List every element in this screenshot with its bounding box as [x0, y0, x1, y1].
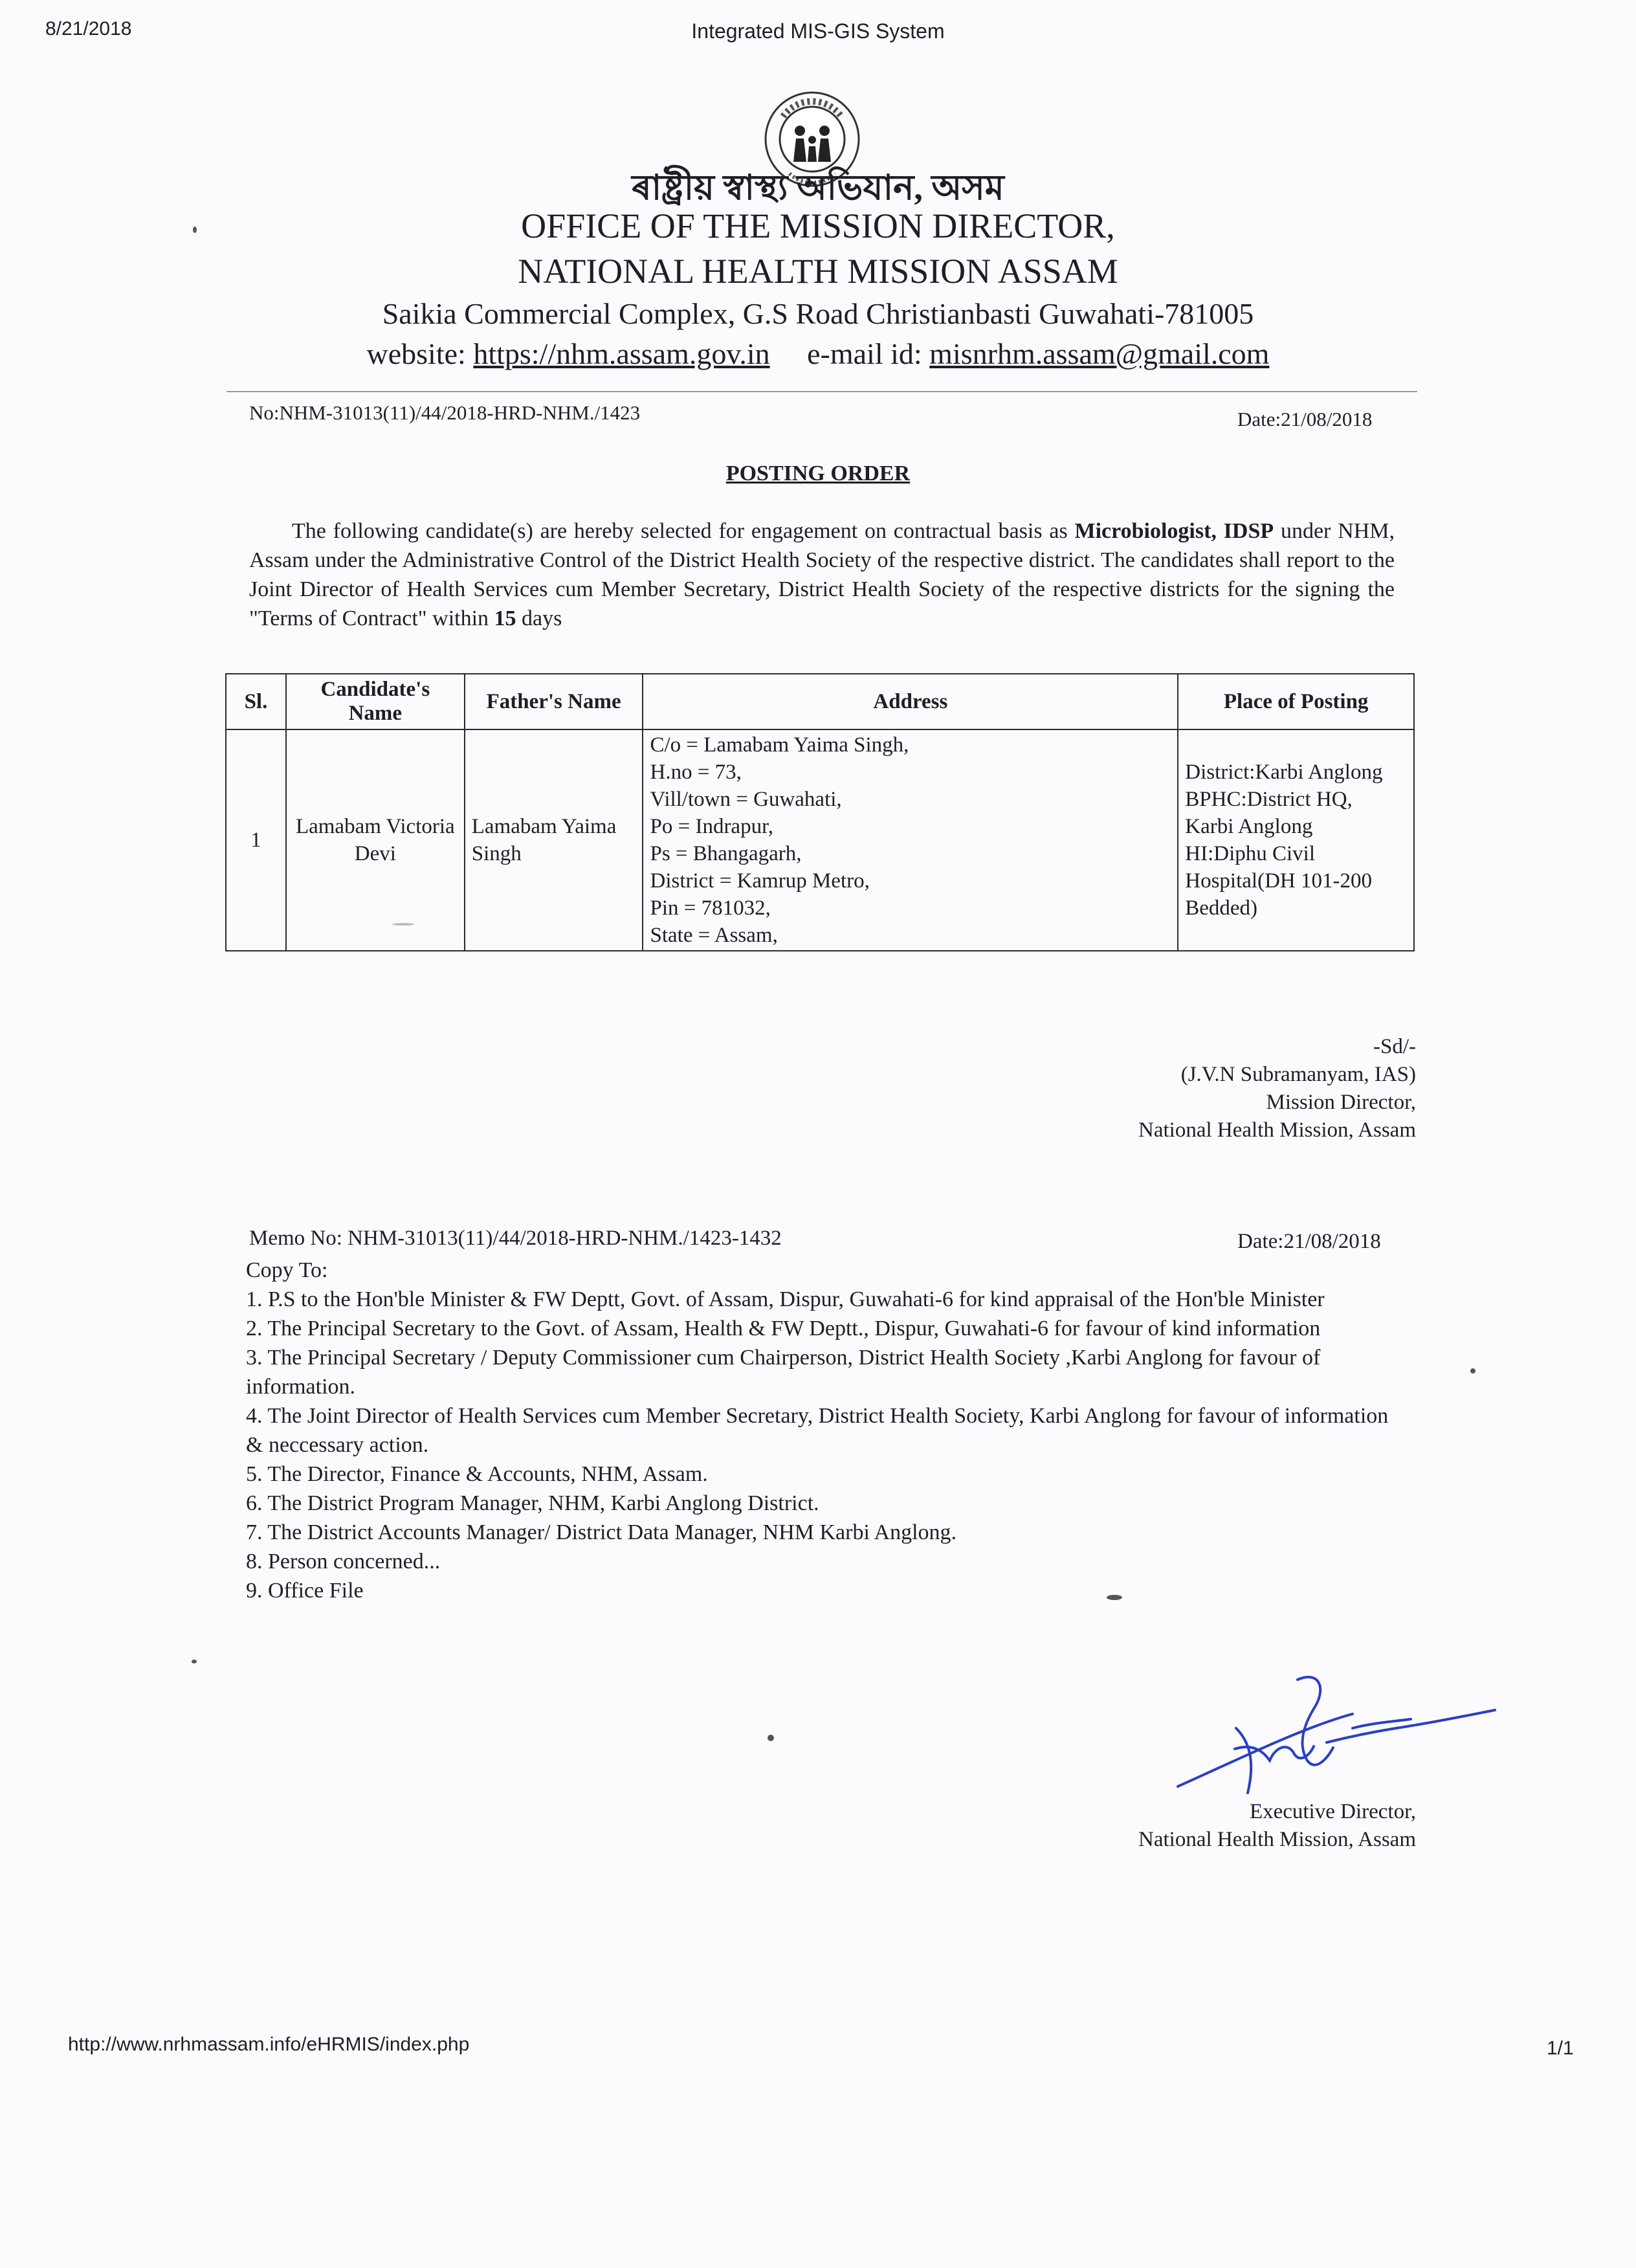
order-ref-no: No:NHM-31013(11)/44/2018-HRD-NHM./1423	[249, 401, 641, 424]
col-header-candidate: Candidate's Name	[286, 674, 465, 729]
list-item: 9. Office File	[246, 1579, 364, 1603]
print-date: 8/21/2018	[45, 18, 132, 39]
signatory-org: National Health Mission, Assam	[1138, 1118, 1416, 1142]
scan-speck	[392, 923, 414, 926]
office-title-line2: NATIONAL HEALTH MISSION ASSAM	[518, 252, 1118, 291]
signatory-designation: Mission Director,	[1266, 1091, 1416, 1114]
scan-speck	[192, 1660, 197, 1663]
list-item: 4. The Joint Director of Health Services cum Member Secretary, District Health Society, Karbi Anglong for favour of information & neccessary action.	[246, 1404, 1389, 1457]
order-title: POSTING ORDER	[725, 461, 911, 485]
mission-director-signature-block	[1138, 1033, 1416, 1144]
list-item: 8. Person concerned...	[246, 1550, 441, 1573]
scan-speck	[193, 227, 197, 233]
website-label: website:	[366, 337, 466, 370]
col-header-father: Father's Name	[465, 674, 643, 729]
copy-to-label: Copy To:	[246, 1258, 328, 1282]
scan-speck	[1107, 1595, 1122, 1600]
list-item: 6. The District Program Manager, NHM, Karbi Anglong District.	[246, 1491, 819, 1515]
memo-no: Memo No: NHM-31013(11)/44/2018-HRD-NHM./1423-1432	[249, 1227, 782, 1250]
office-title-line1: OFFICE OF THE MISSION DIRECTOR,	[521, 206, 1115, 245]
footer-url: http://www.nrhmassam.info/eHRMIS/index.php	[68, 2034, 470, 2055]
contact-line	[0, 337, 1636, 371]
table-row	[226, 729, 1414, 951]
website-link[interactable]: https://nhm.assam.gov.in	[473, 337, 770, 370]
days-count: 15	[494, 606, 516, 630]
list-item: 1. P.S to the Hon'ble Minister & FW Deptt, Govt. of Assam, Dispur, Guwahati-6 for kind appraisal of the Hon'ble Minister	[246, 1287, 1325, 1311]
office-address: Saikia Commercial Complex, G.S Road Christianbasti Guwahati-781005	[382, 297, 1254, 330]
cell-sl: 1	[226, 729, 286, 951]
executive-director-signature-block	[1138, 1798, 1416, 1854]
col-header-sl: Sl.	[226, 674, 286, 729]
signatory-name: (J.V.N Subramanyam, IAS)	[1180, 1063, 1416, 1086]
handwritten-signature	[1158, 1663, 1501, 1812]
table-header-row	[226, 674, 1414, 729]
sd-mark: -Sd/-	[1373, 1035, 1416, 1058]
col-header-address: Address	[643, 674, 1178, 729]
signatory-org: National Health Mission, Assam	[1138, 1828, 1416, 1851]
list-item: 7. The District Accounts Manager/ District Data Manager, NHM Karbi Anglong.	[246, 1520, 957, 1544]
scan-speck	[768, 1735, 774, 1741]
posting-table	[225, 673, 1415, 951]
memo-date: Date:21/08/2018	[1237, 1230, 1381, 1253]
email-label: e-mail id:	[807, 337, 922, 370]
list-item: 2. The Principal Secretary to the Govt. of Assam, Health & FW Deptt., Dispur, Guwahati-6 for favour of kind information	[246, 1317, 1321, 1340]
email-link[interactable]: misnrhm.assam@gmail.com	[929, 337, 1270, 370]
cell-address: C/o = Lamabam Yaima Singh, H.no = 73, Vill/town = Guwahati, Po = Indrapur, Ps = Bhangagarh, District = Kamrup Metro, Pin = 781032, State = Assam,	[643, 729, 1178, 951]
cell-candidate: Lamabam Victoria Devi	[286, 729, 465, 951]
cell-father: Lamabam Yaima Singh	[465, 729, 643, 951]
scan-speck	[1470, 1368, 1476, 1373]
list-item: 3. The Principal Secretary / Deputy Commissioner cum Chairperson, District Health Society ,Karbi Anglong for favour of information.	[246, 1346, 1321, 1399]
system-title: Integrated MIS-GIS System	[691, 19, 945, 43]
list-item: 5. The Director, Finance & Accounts, NHM, Assam.	[246, 1462, 708, 1486]
header-divider	[227, 391, 1417, 392]
cell-posting: District:Karbi Anglong BPHC:District HQ, Karbi Anglong HI:Diphu Civil Hospital(DH 101-200 Bedded)	[1178, 729, 1414, 951]
page-number: 1/1	[1547, 2038, 1574, 2059]
bengali-org-name: ৰাষ্ট্ৰীয় স্বাস্থ্য অভিযান, অসম	[632, 168, 1004, 207]
col-header-posting: Place of Posting	[1178, 674, 1414, 729]
order-paragraph: The following candidate(s) are hereby selected for engagement on contractual basis as Microbiologist, IDSP under NHM, Assam under the Administrative Control of the District Health Society of the respective district. The candidates shall report to the Joint Director of Health Services cum Member Secretary, District Health Society of the respective districts for the signing the "Terms of Contract" within 15 days	[249, 519, 1395, 630]
signatory-designation: Executive Director,	[1249, 1800, 1416, 1823]
order-date: Date:21/08/2018	[1237, 408, 1373, 430]
post-name: Microbiologist, IDSP	[1074, 519, 1274, 543]
copy-to-list	[246, 1256, 1411, 1605]
